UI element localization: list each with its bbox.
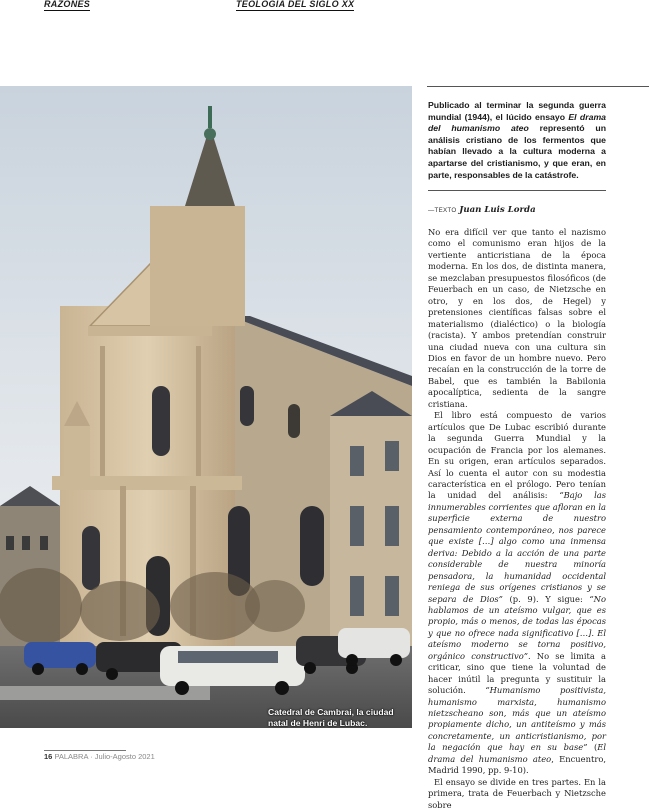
body-text: . No se limita a criticar, sino que tiene la voluntad de hacer inútil la pregunta y sustituir la solución. <box>428 650 606 696</box>
body-text: ( <box>587 742 598 753</box>
photo-caption: Catedral de Cambrai, la ciudad natal de Henri de Lubac. <box>268 707 394 728</box>
body-quote: “No hablamos de un ateísmo vulgar, que es propio, más o menos, de todas las épocas y que no ofrece nada significativo […]. El ateísmo moderno se torna positivo, orgánico constructivo” <box>428 593 606 661</box>
page-folio <box>44 753 155 761</box>
mid-rule <box>428 190 606 191</box>
section-tag-right: TEOLOGÍA DEL SIGLO XX <box>236 0 355 9</box>
byline-label: —TEXTO <box>428 207 457 214</box>
top-rule <box>427 86 649 87</box>
byline-author: Juan Luis Lorda <box>459 205 536 215</box>
lead-text-end: representó un análisis cristiano de los fermentos que habían llevado a la cultura moderna a apartarse del cristianismo, y que eran, en parte, responsables de la catástrofe. <box>428 123 606 180</box>
article-body <box>428 227 606 811</box>
body-paragraph-2 <box>428 410 606 777</box>
body-text: , Encuentro, Madrid 1990, pp. 9-10). <box>428 753 606 776</box>
lead-text: Publicado al terminar la segunda guerra mundial (1944), el lúcido ensayo <box>428 100 606 122</box>
body-text: El libro está compuesto de varios artículos que De Lubac escribió durante la segunda Guerra Mundial y la ocupación de Francia por los alemanes. En su origen, eran artículos separados. Así lo cuenta el autor con su modestia característica en el prólogo. Pero tenían la unidad del análisis: <box>428 410 606 501</box>
magazine-name: PALABRA · Julio-Agosto 2021 <box>54 752 155 761</box>
body-paragraph-3: El ensayo se divide en tres partes. En la primera, trata de Feuerbach y Nietzsche sobre <box>428 776 606 810</box>
lead-book-title: El drama del humanismo ateo <box>428 111 606 134</box>
section-tag-left: RAZONES <box>44 0 91 9</box>
body-paragraph-1: No era difícil ver que tanto el nazismo como el comunismo eran hijos de la vertiente anticristiana de la época moderna. En los dos, de distinta manera, se mezclaban presupuestos filosóficos (de Feuerbach en un caso, de Nietzsche en otro, y en los dos, de Hegel) y pretensiones científicas falsas sobre el materialismo (dialéctico) o la biología (racista). Y ambos pretendían construir una ciudad nueva con una cultura sin Dios en favor de un hombre nuevo. Pero recaían en la construcción de la torre de Babel, que es también la Babilonia apocalíptica, sedienta de la sangre cristiana. <box>428 227 606 409</box>
body-book-title: El drama del humanismo ateo <box>428 742 606 764</box>
body-quote: “Humanismo positivista, humanismo marxista, humanismo nietzscheano son, más que un ateísmo propiamente dicho, un antiteísmo y más concretamente, un anticristianismo, por la negación que hay en su base” <box>428 685 606 753</box>
body-quote: “Bajo las innumerables corrientes que afloran en la superficie externa de nuestro pensamiento contemporáneo, nos parece que existe […] algo como una inmensa deriva: Debido a la acción de una parte considerable de nuestra minoría pensadora, la humanidad occidental reniega de sus orígenes cristianos y se separa de Dios” <box>428 490 606 604</box>
body-text: (p. 9). Y sigue: <box>502 593 590 604</box>
lead-paragraph <box>428 100 606 181</box>
byline <box>428 205 606 216</box>
page-number: 16 <box>44 752 53 761</box>
cathedral-illustration-icon <box>0 86 412 728</box>
cathedral-photo <box>0 86 412 728</box>
footer-rule <box>44 750 126 751</box>
